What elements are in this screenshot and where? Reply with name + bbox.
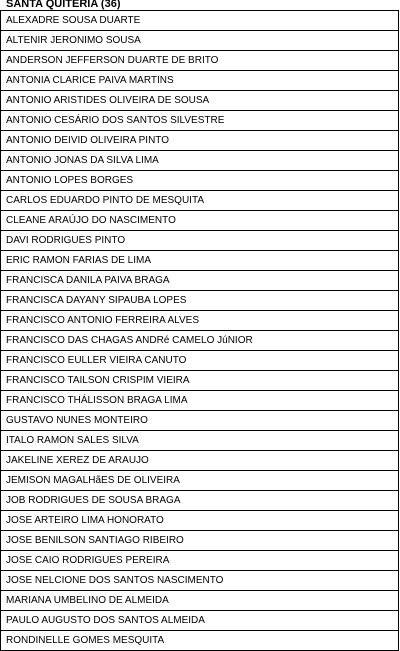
names-table-body <box>1 11 399 651</box>
name-cell: ALEXADRE SOUSA DUARTE <box>1 11 399 31</box>
table-row <box>1 411 399 431</box>
name-cell: CLEANE ARAÚJO DO NASCIMENTO <box>1 211 399 231</box>
name-cell: JEMISON MAGALHãES DE OLIVEIRA <box>1 471 399 491</box>
table-row <box>1 451 399 471</box>
table-row <box>1 91 399 111</box>
names-table <box>0 10 399 651</box>
table-row <box>1 431 399 451</box>
name-cell: ANTONIO DEIVID OLIVEIRA PINTO <box>1 131 399 151</box>
list-heading: SANTA QUITERIA (36) <box>6 0 121 10</box>
name-cell: ERIC RAMON FARIAS DE LIMA <box>1 251 399 271</box>
table-row <box>1 151 399 171</box>
table-row <box>1 251 399 271</box>
table-row <box>1 31 399 51</box>
name-cell: ANDERSON JEFFERSON DUARTE DE BRITO <box>1 51 399 71</box>
name-cell: CARLOS EDUARDO PINTO DE MESQUITA <box>1 191 399 211</box>
name-cell: ANTONIO CESÁRIO DOS SANTOS SILVESTRE <box>1 111 399 131</box>
name-cell: ANTONIO JONAS DA SILVA LIMA <box>1 151 399 171</box>
table-row <box>1 51 399 71</box>
name-cell: ANTONIO ARISTIDES OLIVEIRA DE SOUSA <box>1 91 399 111</box>
name-cell: JOSE BENILSON SANTIAGO RIBEIRO <box>1 531 399 551</box>
table-row <box>1 111 399 131</box>
name-cell: FRANCISCO TAILSON CRISPIM VIEIRA <box>1 371 399 391</box>
table-row <box>1 591 399 611</box>
name-cell: JOSE NELCIONE DOS SANTOS NASCIMENTO <box>1 571 399 591</box>
table-row <box>1 311 399 331</box>
table-row <box>1 611 399 631</box>
table-row <box>1 571 399 591</box>
table-row <box>1 551 399 571</box>
name-cell: ITALO RAMON SALES SILVA <box>1 431 399 451</box>
name-cell: ALTENIR JERONIMO SOUSA <box>1 31 399 51</box>
table-row <box>1 391 399 411</box>
name-cell: FRANCISCA DANILA PAIVA BRAGA <box>1 271 399 291</box>
table-row <box>1 511 399 531</box>
table-row <box>1 231 399 251</box>
name-cell: FRANCISCO THÁLISSON BRAGA LIMA <box>1 391 399 411</box>
table-row <box>1 351 399 371</box>
name-cell: JAKELINE XEREZ DE ARAUJO <box>1 451 399 471</box>
name-cell: FRANCISCO EULLER VIEIRA CANUTO <box>1 351 399 371</box>
name-cell: MARIANA UMBELINO DE ALMEIDA <box>1 591 399 611</box>
table-row <box>1 71 399 91</box>
table-row <box>1 291 399 311</box>
table-row <box>1 631 399 651</box>
name-cell: FRANCISCA DAYANY SIPAUBA LOPES <box>1 291 399 311</box>
name-cell: JOSE ARTEIRO LIMA HONORATO <box>1 511 399 531</box>
name-cell: FRANCISCO DAS CHAGAS ANDRé CAMELO JúNIOR <box>1 331 399 351</box>
table-row <box>1 191 399 211</box>
table-row <box>1 531 399 551</box>
table-row <box>1 331 399 351</box>
table-row <box>1 491 399 511</box>
name-cell: ANTONIO LOPES BORGES <box>1 171 399 191</box>
table-row <box>1 171 399 191</box>
table-row <box>1 371 399 391</box>
name-cell: FRANCISCO ANTONIO FERREIRA ALVES <box>1 311 399 331</box>
table-row <box>1 471 399 491</box>
name-cell: DAVI RODRIGUES PINTO <box>1 231 399 251</box>
name-cell: RONDINELLE GOMES MESQUITA <box>1 631 399 651</box>
name-cell: JOB RODRIGUES DE SOUSA BRAGA <box>1 491 399 511</box>
table-row <box>1 131 399 151</box>
table-row <box>1 271 399 291</box>
name-cell: JOSE CAIO RODRIGUES PEREIRA <box>1 551 399 571</box>
table-row <box>1 211 399 231</box>
name-cell: ANTONIA CLARICE PAIVA MARTINS <box>1 71 399 91</box>
name-cell: GUSTAVO NUNES MONTEIRO <box>1 411 399 431</box>
table-row <box>1 11 399 31</box>
name-cell: PAULO AUGUSTO DOS SANTOS ALMEIDA <box>1 611 399 631</box>
